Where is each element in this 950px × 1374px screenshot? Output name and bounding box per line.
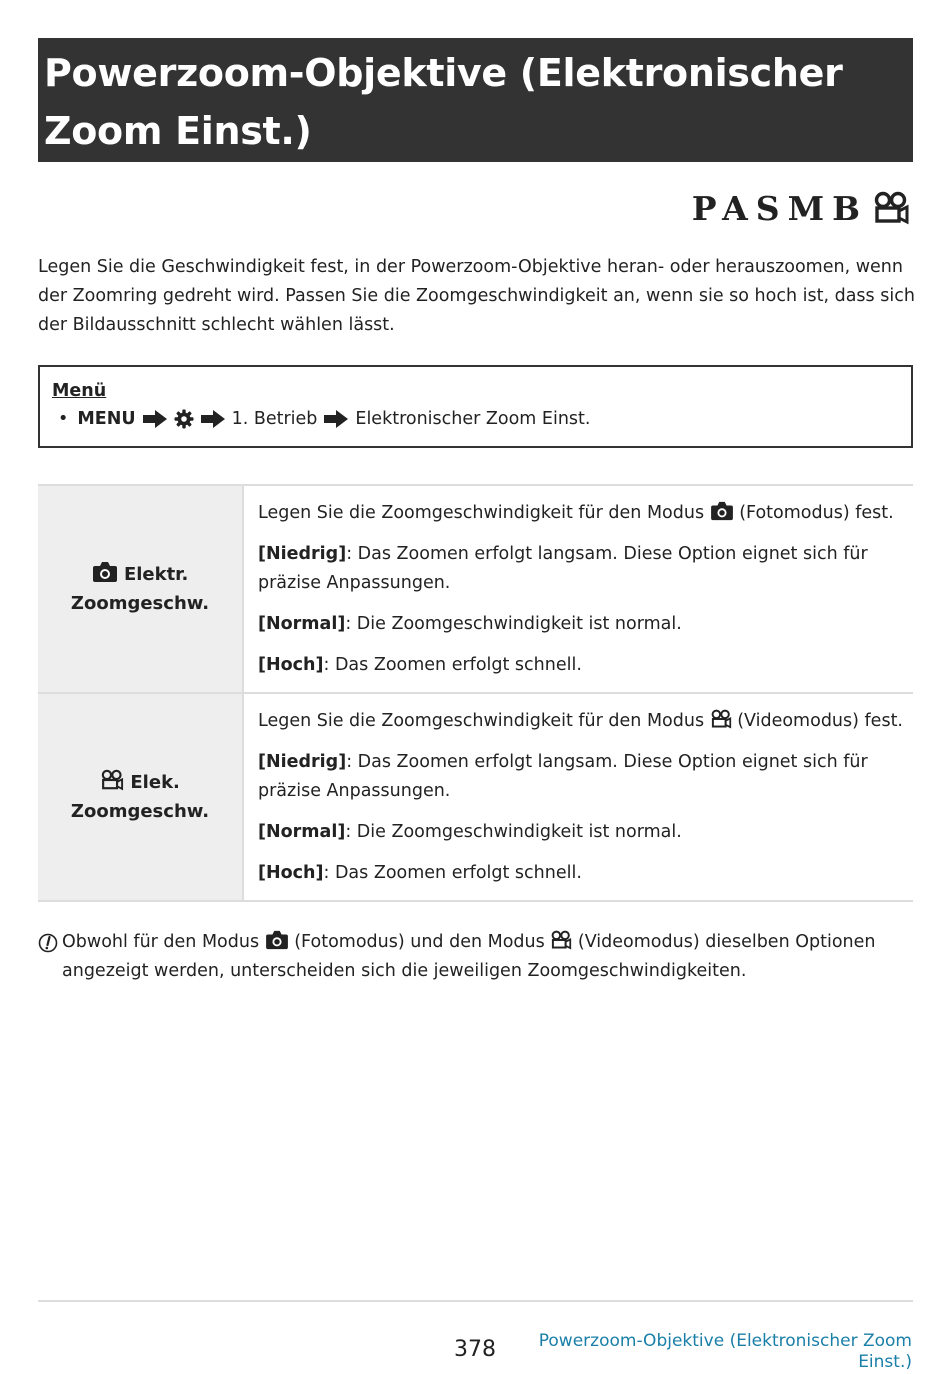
camera-icon bbox=[92, 561, 118, 583]
option-text: : Die Zoomgeschwindigkeit ist normal. bbox=[345, 613, 682, 634]
setting-intro bbox=[258, 707, 903, 736]
page-number: 378 bbox=[454, 1337, 496, 1362]
option-name: [Niedrig] bbox=[258, 751, 347, 772]
gear-icon bbox=[174, 409, 194, 429]
table-row bbox=[38, 485, 913, 693]
camera-icon bbox=[265, 930, 289, 950]
setting-intro-text: Legen Sie die Zoomgeschwindigkeit für den Modus bbox=[258, 710, 710, 731]
option-name: [Normal] bbox=[258, 821, 346, 842]
option-item bbox=[258, 859, 903, 888]
option-item bbox=[258, 540, 903, 598]
option-item bbox=[258, 651, 903, 680]
page-title: Powerzoom-Objektive (Elektronischer Zoom Einst.) bbox=[44, 51, 843, 153]
note-text-part1: Obwohl für den Modus bbox=[62, 932, 265, 952]
movie-camera-icon bbox=[710, 709, 732, 729]
option-name: [Hoch] bbox=[258, 654, 324, 675]
menu-root: MENU bbox=[77, 409, 136, 429]
footer-divider bbox=[38, 1300, 913, 1302]
bullet: • bbox=[58, 409, 69, 429]
setting-label-cell bbox=[38, 485, 243, 693]
menu-path bbox=[52, 405, 899, 433]
page-title-bar bbox=[38, 38, 913, 162]
table-row bbox=[38, 693, 913, 901]
menu-step-2: Elektronischer Zoom Einst. bbox=[355, 409, 591, 429]
option-item bbox=[258, 748, 903, 806]
movie-camera-icon bbox=[872, 191, 910, 225]
camera-icon bbox=[710, 501, 734, 521]
option-text: : Das Zoomen erfolgt schnell. bbox=[323, 862, 582, 883]
option-name: [Hoch] bbox=[258, 862, 324, 883]
menu-step-1: 1. Betrieb bbox=[231, 409, 318, 429]
movie-camera-icon bbox=[550, 930, 572, 950]
setting-label-line2: Zoomgeschw. bbox=[70, 801, 210, 822]
setting-description-cell bbox=[243, 693, 913, 901]
setting-intro-text: Legen Sie die Zoomgeschwindigkeit für den Modus bbox=[258, 502, 710, 523]
option-text: : Das Zoomen erfolgt schnell. bbox=[323, 654, 582, 675]
setting-label-line1: Elek. bbox=[130, 772, 180, 793]
section-link[interactable]: Powerzoom-Objektive (Elektronischer Zoom Einst.) bbox=[538, 1331, 912, 1372]
arrow-right-icon bbox=[324, 410, 348, 428]
setting-description-cell bbox=[243, 485, 913, 693]
note-text-part3: (Videomodus) dieselben Optionen angezeigt werden, unterscheiden sich die jeweiligen Zoomgeschwindigkeiten. bbox=[62, 932, 876, 981]
setting-label-line1: Elektr. bbox=[123, 564, 189, 585]
setting-label-line2: Zoomgeschw. bbox=[70, 593, 210, 614]
mode-letters: PASMB bbox=[691, 188, 868, 228]
setting-intro-mode: (Fotomodus) fest. bbox=[739, 502, 894, 523]
option-text: : Das Zoomen erfolgt langsam. Diese Option eignet sich für präzise Anpassungen. bbox=[258, 543, 868, 593]
menu-heading: Menü bbox=[52, 381, 107, 401]
setting-intro-mode: (Videomodus) fest. bbox=[737, 710, 903, 731]
setting-label-cell bbox=[38, 693, 243, 901]
caution-icon bbox=[38, 933, 58, 953]
intro-paragraph: Legen Sie die Geschwindigkeit fest, in der Powerzoom-Objektive heran- oder herauszoomen, wenn der Zoomring gedreht wird. Passen Sie die Zoomgeschwindigkeit an, wenn sie so hoch ist, dass sich der Bildausschnitt schlecht wählen lässt. bbox=[38, 257, 915, 335]
caution-note bbox=[38, 928, 918, 986]
option-text: : Die Zoomgeschwindigkeit ist normal. bbox=[345, 821, 682, 842]
option-item bbox=[258, 818, 903, 847]
note-text-part2: (Fotomodus) und den Modus bbox=[294, 932, 551, 952]
arrow-right-icon bbox=[201, 410, 225, 428]
option-text: : Das Zoomen erfolgt langsam. Diese Option eignet sich für präzise Anpassungen. bbox=[258, 751, 868, 801]
shooting-mode-indicator bbox=[692, 188, 910, 228]
movie-camera-icon bbox=[100, 769, 124, 791]
option-name: [Normal] bbox=[258, 613, 346, 634]
menu-path-box bbox=[38, 365, 913, 448]
arrow-right-icon bbox=[143, 410, 167, 428]
setting-intro bbox=[258, 499, 903, 528]
option-name: [Niedrig] bbox=[258, 543, 347, 564]
option-item bbox=[258, 610, 903, 639]
settings-table bbox=[38, 484, 913, 902]
